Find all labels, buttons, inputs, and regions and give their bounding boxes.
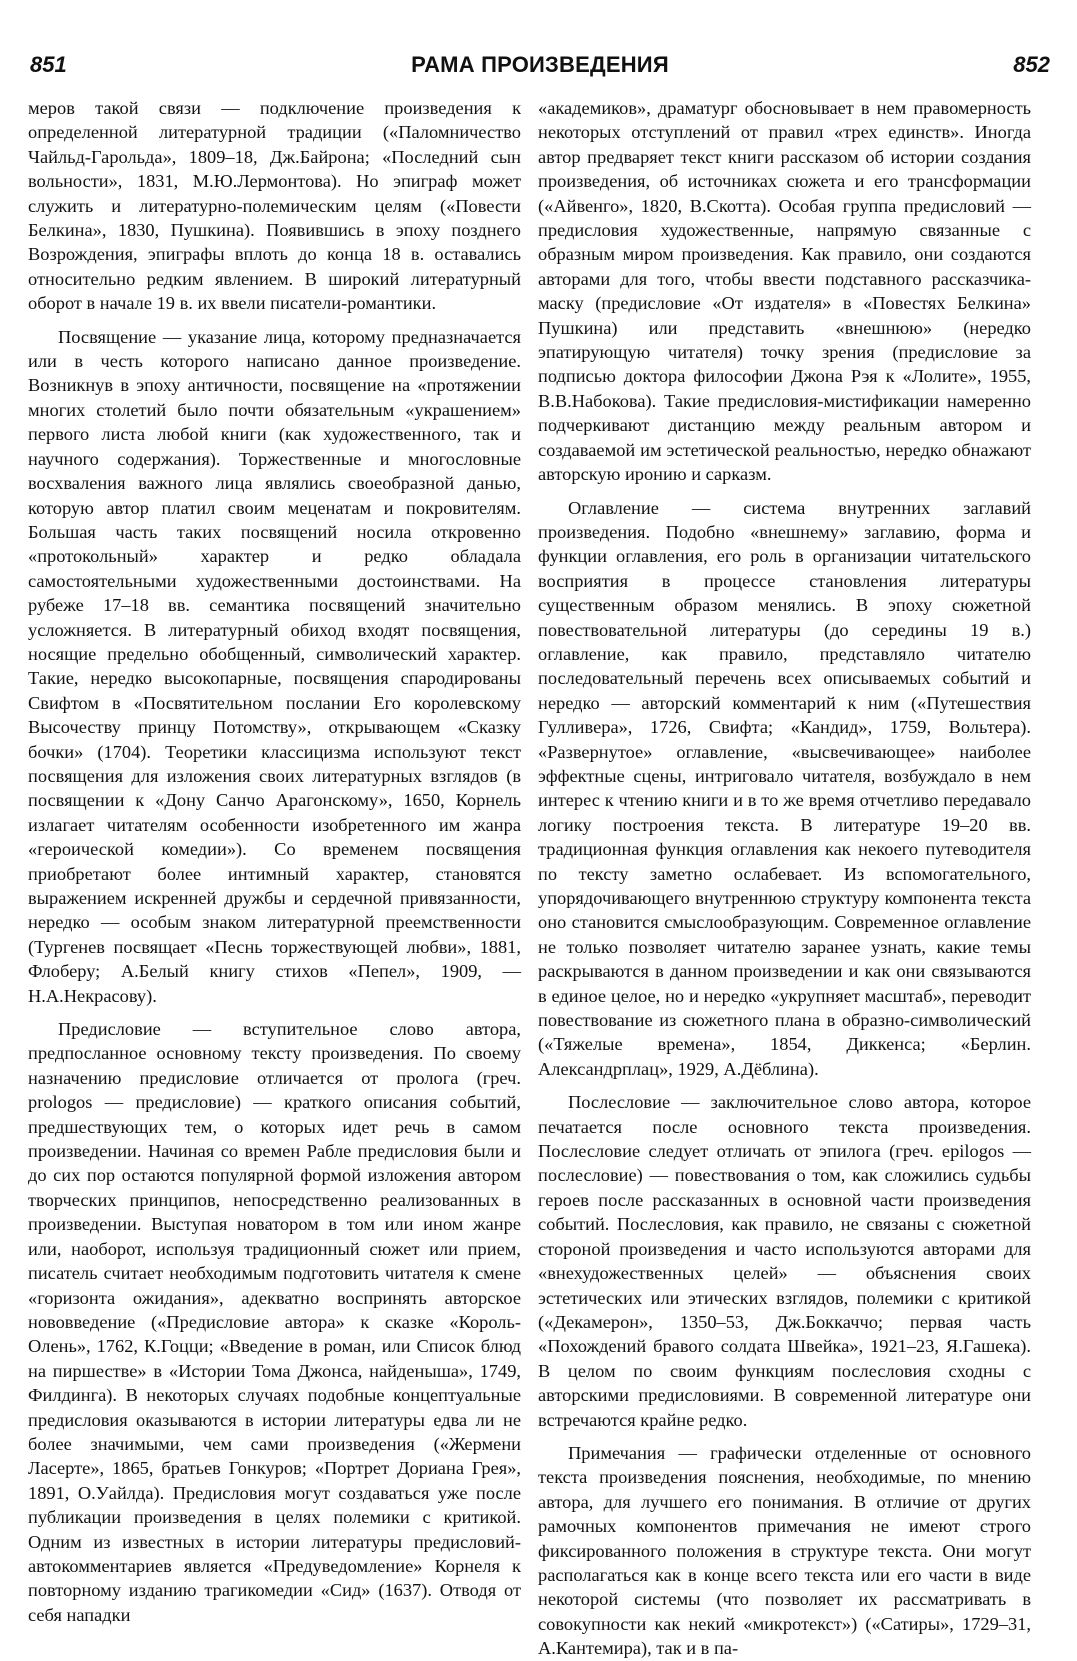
paragraph-epigraph-continued: меров такой связи — подключение произведения к определенной литературной традиции («Паломничество Чайльд-Гарольда», 1809–18, Дж.Байрона; «Последний сын вольности», 1831, М.Ю.Лермонтова). Но эпиграф может служить и литературно-полемическим целям («Повести Белкина», 1830, Пушкина). Появившись в эпоху позднего Возрождения, эпиграфы вплоть до конца 18 в. оставались относительно редким явлением. В широкий литературный оборот в начале 19 в. их ввели писатели-романтики. — [28, 98, 521, 314]
paragraph-preface-continued: «академиков», драматург обосновывает в нем правомерность некоторых отступлений от правил «трех единств». Иногда автор предваряет текст книги рассказом об истории создания произведения, об источниках сюжета и его трансформации («Айвенго», 1820, В.Скотта). Особая группа предисловий — предисловия художественные, напрямую связанные с образным миром произведения. Как правило, они создаются авторами для того, чтобы ввести подставного рассказчика-маску (предисловие «От издателя» в «Повестях Белкина» Пушкина) или представить «внешнюю» (нередко эпатирующую читателя) точку зрения (предисловие за подписью доктора философии Джона Рэя к «Лолите», 1955, В.В.Набокова). Такие предисловия-мистификации намеренно подчеркивают дистанцию между реальным автором и создаваемой им эстетической реальностью, нередко обнажают авторскую иронию и сарказм. — [538, 98, 1031, 485]
paragraph-afterword: Послесловие — заключительное слово автора, которое печатается после основного текста произведения. Послесловие следует отличать от эпилога (греч. epilogos — послесловие) — повествования о том, как сложились судьбы героев после рассказанных в основной части произведения событий. Послесловия, как правило, не связаны с сюжетной стороной произведения и часто используются авторами для «внехудожественных целей» — объяснения своих эстетических или этических взглядов, полемики с критикой («Декамерон», 1350–53, Дж.Боккаччо; первая часть «Похождений бравого солдата Швейка», 1921–23, Я.Гашека). В целом по своим функциям послесловия сходны с авторскими предисловиями. В современной литературе они встречаются крайне редко. — [538, 1092, 1031, 1430]
paragraph-dedication: Посвящение — указание лица, которому предназначается или в честь которого написано данное произведение. Возникнув в эпоху античности, посвящение на «протяжении многих столетий было почти обязательным «украшением» первого листа любой книги (как художественного, так и научного содержания). Торжественные и многословные восхваления важного лица являлись своеобразной данью, которую автор платил своим меценатам и покровителям. Большая часть таких посвящений носила откровенно «протокольный» характер и редко обладала самостоятельными художественными достоинствами. На рубеже 17–18 вв. семантика посвящений значительно усложняется. В литературный обиход входят посвящения, носящие предельно обобщенный, символический характер. Такие, нередко высокопарные, посвящения спародированы Свифтом в «Посвятительном послании Его королевскому Высочеству принцу Потомству», открывающем «Сказку бочки» (1704). Теоретики классицизма используют текст посвящения для изложения своих литературных взглядов (в посвящении к «Дону Санчо Арагонскому», 1650, Корнель излагает читателям особенности изобретенного им жанра «героической комедии»). Со временем посвящения приобретают более интимный характер, становятся выражением искренней дружбы и сердечной привязанности, нередко — особым знаком литературной преемственности (Тургенев посвящает «Песнь торжествующей любви», 1881, Флоберу; А.Белый книгу стихов «Пепел», 1909, — Н.А.Некрасову). — [28, 326, 521, 1006]
paragraph-preface: Предисловие — вступительное слово автора, предпосланное основному тексту произведения. По своему назначению предисловие отличается от пролога (греч. prologos — предисловие) — краткого описания событий, предшествующих тем, о которых идет речь в самом произведении. Начиная со времен Рабле предисловия были и до сих пор остаются популярной формой изложения автором творческих принципов, непосредственно реализованных в произведении. Выступая новатором в том или ином жанре или, наоборот, используя традиционный сюжет или прием, писатель считает необходимым подготовить читателя к смене «горизонта ожидания», адекватно воспринять авторское нововведение («Предисловие автора» к сказке «Король-Олень», 1762, К.Гоцци; «Введение в роман, или Список блюд на пиршестве» в «Истории Тома Джонса, найденыша», 1749, Филдинга). В некоторых случаях подобные концептуальные предисловия оказываются в истории литературы едва ли не более значимыми, чем сами произведения («Жермени Ласерте», 1865, братьев Гонкуров; «Портрет Дориана Грея», 1891, О.Уайлда). Предисловия могут создаваться уже после публикации произведения в целях полемики с критикой. Одним из известных в истории литературы предисловий-автокомментариев является «Предуведомление» Корнеля к повторному изданию трагикомедии «Сид» (1637). Отводя от себя нападки — [28, 1019, 521, 1625]
paragraph-notes: Примечания — графически отделенные от основного текста произведения пояснения, необходимые, по мнению автора, для лучшего его понимания. В отличие от других рамочных компонентов примечания не имеют строго фиксированного положения в структуре текста. Они могут располагаться как в конце всего текста или его части в виде некоторой системы (что позволяет их рассматривать в совокупности как некий «микротекст») («Сатиры», 1729–31, А.Кантемира), так и в па- — [538, 1442, 1031, 1659]
running-header — [30, 52, 1050, 86]
page-number-right: 852 — [1013, 52, 1050, 77]
paragraph-table-of-contents: Оглавление — система внутренних заглавий произведения. Подобно «внешнему» заглавию, форма и функции оглавления, его роль в организации читательского восприятия в процессе становления литературы существенным образом менялись. В эпоху сюжетной повествовательной литературы (до середины 19 в.) оглавление, как правило, представляло читателю последовательный перечень всех описываемых событий и нередко — авторский комментарий к ним («Путешествия Гулливера», 1726, Свифта; «Кандид», 1759, Вольтера). «Развернутое» оглавление, «высвечивающее» наиболее эффектные сцены, интриговало читателя, возбуждало в нем интерес к чтению книги и в то же время отчетливо передавало логику построения текста. В литературе 19–20 вв. традиционная функция оглавления как некоего путеводителя по тексту заметно ослабевает. Из вспомогательного, упорядочивающего внутреннюю структуру компонента текста оно становится смыслообразующим. Современное оглавление не только позволяет читателю заранее узнать, какие темы раскрываются в данном произведении и как они связываются в единое целое, но и нередко «укрупняет масштаб», переводит повествование из сюжетного плана в образно-символический («Тяжелые времена», 1854, Диккенса; «Берлин. Александрплац», 1929, А.Дёблина). — [538, 497, 1031, 1079]
right-column — [538, 96, 1031, 1659]
page-number-left: 851 — [30, 52, 67, 77]
left-column — [28, 96, 521, 1625]
running-title: РАМА ПРОИЗВЕДЕНИЯ — [411, 52, 669, 77]
